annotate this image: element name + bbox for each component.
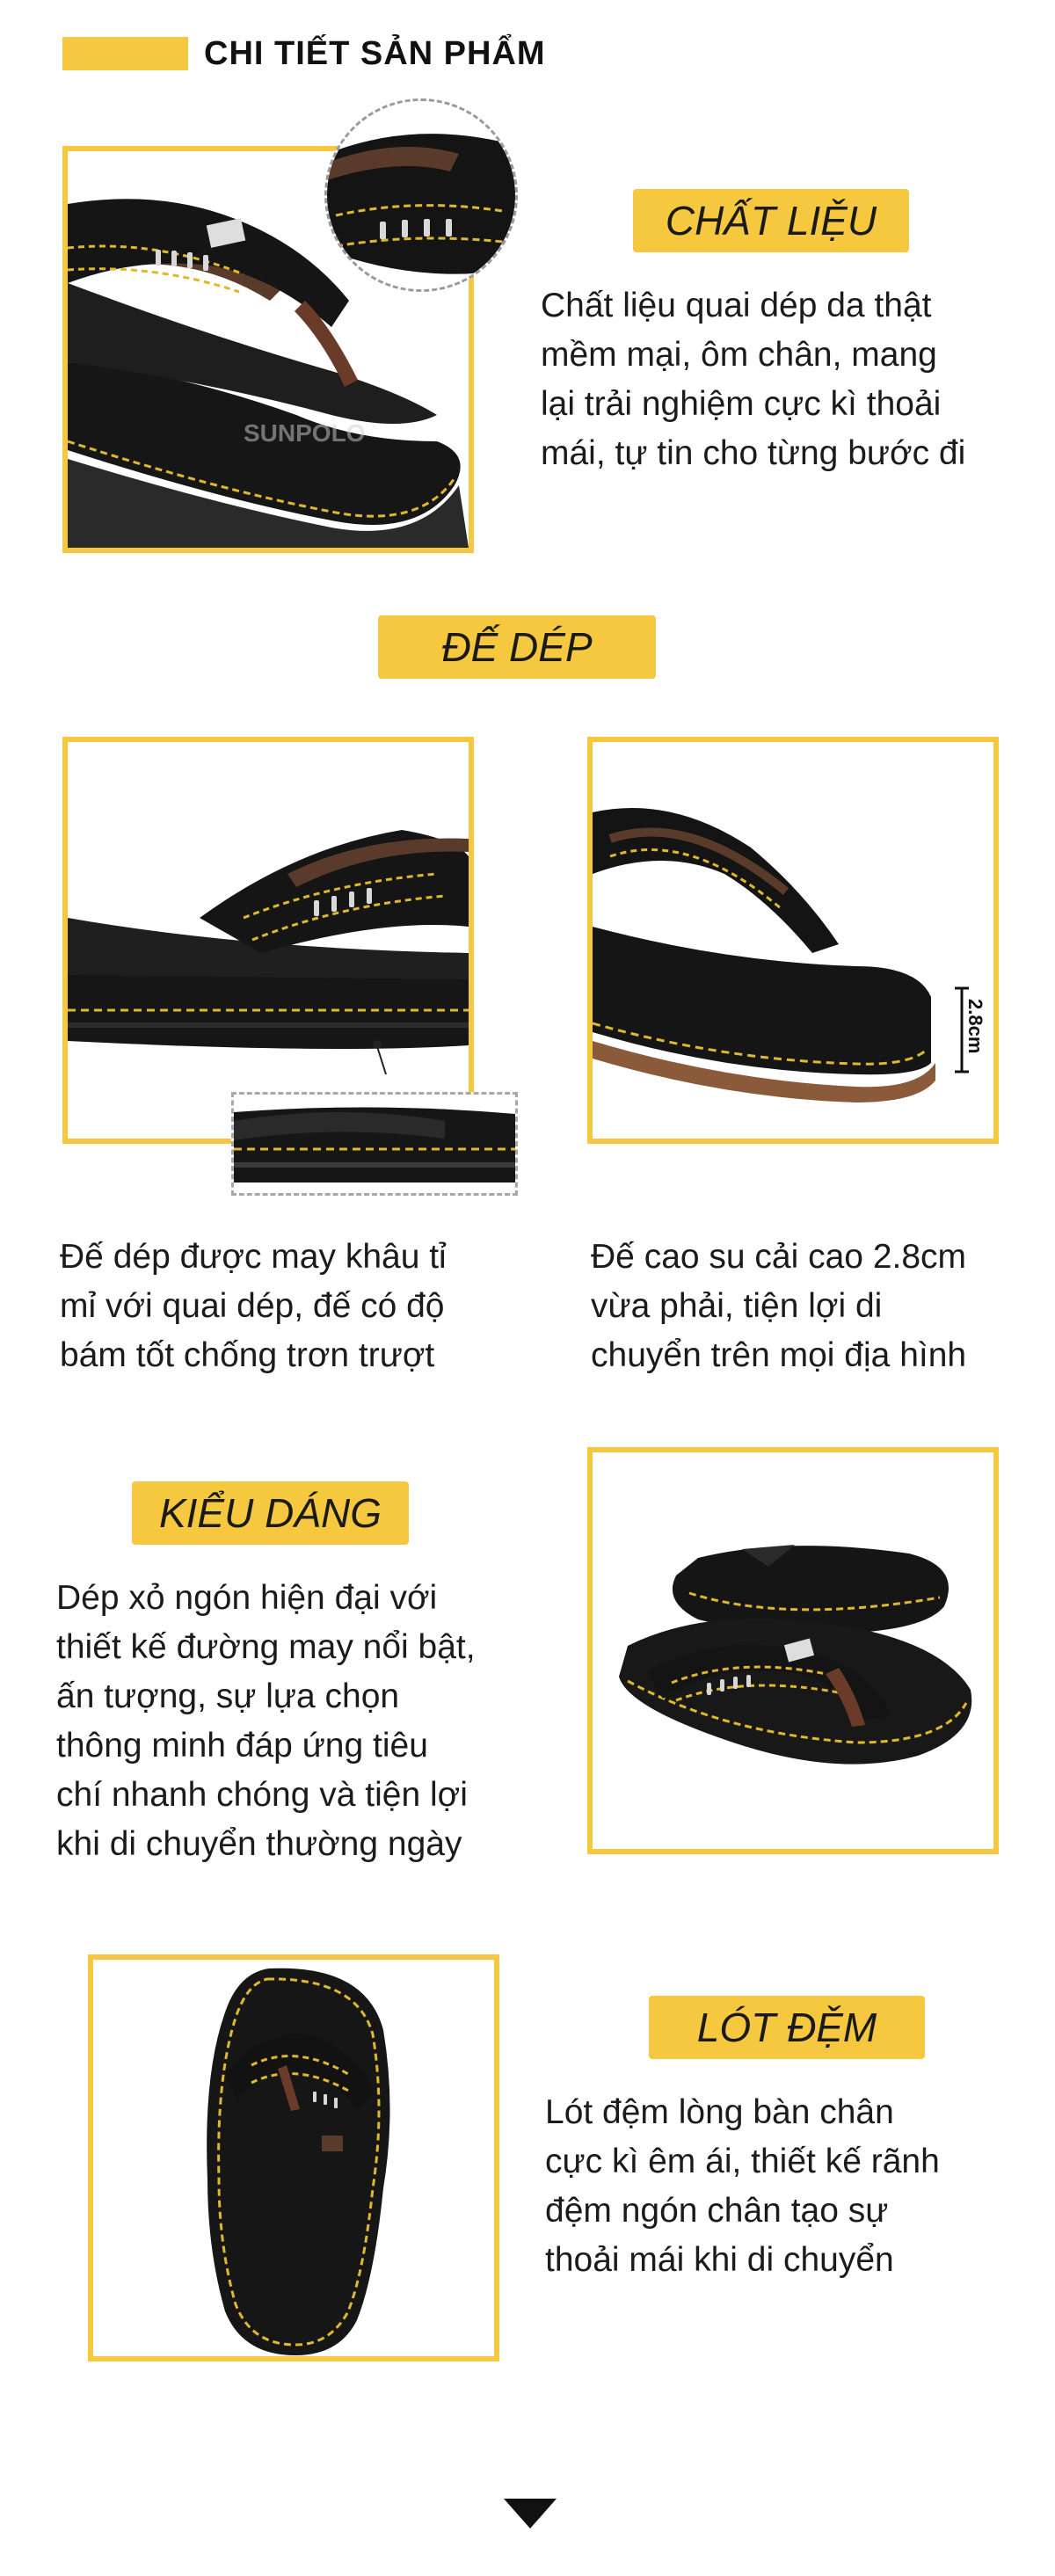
style-desc-line: chí nhanh chóng và tiện lợi	[56, 1776, 468, 1814]
material-desc-line: mềm mại, ôm chân, mang	[541, 336, 937, 374]
header-accent-bar	[62, 37, 188, 70]
triangle-down-icon[interactable]	[504, 2499, 557, 2529]
sole-left-description	[60, 1233, 552, 1380]
sole-left-desc-line: bám tốt chống trơn trượt	[60, 1336, 435, 1374]
sole-height-image	[593, 742, 993, 1139]
material-description	[541, 281, 1033, 478]
insole-desc-line: đệm ngón chân tạo sự	[545, 2192, 889, 2230]
sole-right-desc-line: chuyển trên mọi địa hình	[591, 1336, 967, 1374]
material-desc-line: lại trải nghiệm cực kì thoải	[541, 385, 942, 423]
sole-right-desc-line: Đế cao su cải cao 2.8cm	[591, 1238, 967, 1276]
page-title: CHI TIẾT SẢN PHẨM	[204, 35, 546, 72]
sole-label: ĐẾ DÉP	[378, 615, 656, 679]
sole-stitching-image	[68, 742, 469, 1139]
sole-left-desc-line: Đế dép được may khâu tỉ	[60, 1238, 447, 1276]
material-label: CHẤT LIỆU	[633, 189, 909, 252]
stitch-detail-image	[234, 1095, 515, 1193]
style-desc-line: thiết kế đường may nổi bật,	[56, 1628, 476, 1666]
style-label: KIỂU DÁNG	[132, 1481, 409, 1545]
sole-left-desc-line: mỉ với quai dép, đế có độ	[60, 1287, 445, 1325]
insole-description	[545, 2088, 1037, 2285]
style-desc-line: khi di chuyển thường ngày	[56, 1825, 462, 1863]
style-desc-line: Dép xỏ ngón hiện đại với	[56, 1579, 438, 1617]
sole-zoom-inset	[231, 1092, 518, 1196]
style-desc-line: thông minh đáp ứng tiêu	[56, 1727, 428, 1765]
insole-label: LÓT ĐỆM	[649, 1996, 925, 2059]
material-desc-line: mái, tự tin cho từng bước đi	[541, 434, 966, 472]
insole-desc-line: cực kì êm ái, thiết kế rãnh	[545, 2143, 940, 2180]
material-desc-line: Chất liệu quai dép da thật	[541, 287, 932, 324]
sole-right-desc-line: vừa phải, tiện lợi di	[591, 1287, 883, 1325]
sole-left-image-frame	[62, 737, 474, 1144]
watermark-text: SUNPOLO	[244, 419, 366, 447]
insole-image-frame	[88, 1954, 499, 2361]
style-description	[56, 1574, 575, 1869]
insole-desc-line: thoải mái khi di chuyển	[545, 2241, 894, 2279]
sole-height-mark: 2.8cm	[964, 999, 986, 1054]
sole-right-description	[591, 1233, 1048, 1380]
sole-right-image-frame	[587, 737, 999, 1144]
style-desc-line: ấn tượng, sự lựa chọn	[56, 1677, 400, 1715]
leather-texture-image	[327, 101, 515, 289]
insole-top-view-image	[93, 1960, 494, 2356]
sandal-pair-image	[593, 1452, 993, 1849]
material-zoom-circle	[324, 98, 518, 292]
style-image-frame	[587, 1447, 999, 1854]
insole-desc-line: Lót đệm lòng bàn chân	[545, 2093, 894, 2131]
